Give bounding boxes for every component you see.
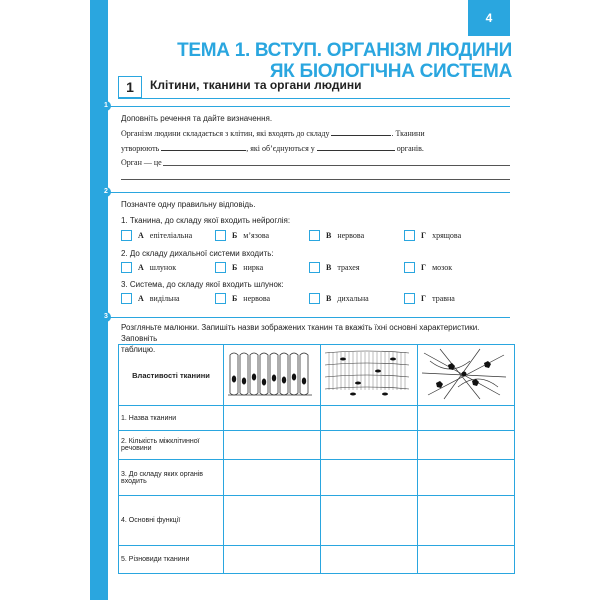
task1-number: 1 xyxy=(101,101,111,111)
task1-sentence2-mid: , які об’єднуються у xyxy=(246,144,315,153)
option-letter: В xyxy=(326,263,332,272)
answer-cell[interactable] xyxy=(321,546,418,574)
checkbox[interactable] xyxy=(215,230,226,241)
checkbox[interactable] xyxy=(121,293,132,304)
task1-blank5[interactable] xyxy=(121,179,510,180)
answer-cell[interactable] xyxy=(418,496,515,546)
option-text: нервова xyxy=(337,231,365,240)
option-letter: Б xyxy=(232,294,238,303)
task2-number: 2 xyxy=(101,187,111,197)
option-text: мозок xyxy=(432,263,453,272)
task1-sentence1 xyxy=(121,127,425,139)
checkbox[interactable] xyxy=(309,262,320,273)
task2-question3: 3. Система, до складу якої входить шлунок: xyxy=(121,280,284,289)
option-letter: А xyxy=(138,263,144,272)
option-text: трахея xyxy=(337,263,360,272)
option-letter: А xyxy=(138,294,144,303)
task3-instruction-line2: таблицю. xyxy=(121,345,156,354)
table-row xyxy=(119,546,515,574)
option-text: нирка xyxy=(243,263,264,272)
section-title: Клітини, тканини та органи людини xyxy=(150,78,362,92)
answer-cell[interactable] xyxy=(321,431,418,460)
task3-divider xyxy=(108,317,510,318)
task3-instruction-line1: Розгляньте малюнки. Запишіть назви зображених тканин та вкажіть їхні основні характеристики. Заповніть xyxy=(121,323,480,343)
task1-sentence3-start: Орган — це xyxy=(121,158,162,167)
q3-option-c[interactable] xyxy=(309,293,369,304)
option-text: м’язова xyxy=(243,231,270,240)
task1-sentence1-end: . Тканини xyxy=(391,129,425,138)
task1-blank1[interactable] xyxy=(331,127,391,136)
q1-option-c[interactable] xyxy=(309,230,364,241)
topic-title-line2: ЯК БІОЛОГІЧНА СИСТЕМА xyxy=(269,61,512,82)
task2-instruction: Позначте одну правильну відповідь. xyxy=(121,200,256,209)
task3-number: 3 xyxy=(101,312,111,322)
section-header xyxy=(118,76,510,99)
option-letter: Г xyxy=(421,231,427,240)
row-label: 2. Кількість міжклітинної речовини xyxy=(119,431,224,460)
table-row xyxy=(119,496,515,546)
q2-option-d[interactable] xyxy=(404,262,452,273)
option-text: видільна xyxy=(149,294,180,303)
checkbox[interactable] xyxy=(404,230,415,241)
tissue-table xyxy=(118,344,515,574)
connective-tissue-image xyxy=(420,347,508,401)
option-letter: Б xyxy=(232,231,238,240)
page-number: 4 xyxy=(468,0,510,36)
row-label: 3. До складу яких органів входить xyxy=(119,460,224,496)
answer-cell[interactable] xyxy=(418,406,515,431)
task1-sentence2-start: утворюють xyxy=(121,144,160,153)
tissue-image-epithelial xyxy=(224,345,321,406)
row-label: 1. Назва тканини xyxy=(119,406,224,431)
q2-option-b[interactable] xyxy=(215,262,263,273)
checkbox[interactable] xyxy=(215,262,226,273)
checkbox[interactable] xyxy=(121,230,132,241)
answer-cell[interactable] xyxy=(224,431,321,460)
option-letter: Г xyxy=(421,263,427,272)
option-text: нервова xyxy=(243,294,271,303)
answer-cell[interactable] xyxy=(321,406,418,431)
q2-option-a[interactable] xyxy=(121,262,176,273)
q1-option-b[interactable] xyxy=(215,230,269,241)
checkbox[interactable] xyxy=(309,230,320,241)
task1-sentence2 xyxy=(121,142,424,154)
task1-instruction: Доповніть речення та дайте визначення. xyxy=(121,114,273,123)
checkbox[interactable] xyxy=(404,262,415,273)
task1-blank2[interactable] xyxy=(161,142,246,151)
option-letter: В xyxy=(326,231,332,240)
task1-sentence3 xyxy=(121,157,162,168)
table-header-cell: Властивості тканини xyxy=(119,345,224,406)
task1-sentence1-text: Організм людини складається з клітин, які входять до складу xyxy=(121,129,330,138)
answer-cell[interactable] xyxy=(224,496,321,546)
q3-option-b[interactable] xyxy=(215,293,270,304)
answer-cell[interactable] xyxy=(224,546,321,574)
muscle-tissue-image xyxy=(323,347,411,401)
tissue-image-connective xyxy=(418,345,515,406)
q3-option-d[interactable] xyxy=(404,293,455,304)
answer-cell[interactable] xyxy=(418,431,515,460)
table-row xyxy=(119,460,515,496)
table-row xyxy=(119,431,515,460)
q2-option-c[interactable] xyxy=(309,262,360,273)
option-letter: В xyxy=(326,294,332,303)
task2-question1: 1. Тканина, до складу якої входить нейроглія: xyxy=(121,216,291,225)
answer-cell[interactable] xyxy=(224,460,321,496)
option-text: епітеліальна xyxy=(149,231,193,240)
checkbox[interactable] xyxy=(309,293,320,304)
checkbox[interactable] xyxy=(215,293,226,304)
option-text: дихальна xyxy=(337,294,369,303)
task1-blank4[interactable] xyxy=(163,165,510,166)
topic-title-line1: ТЕМА 1. ВСТУП. ОРГАНІЗМ ЛЮДИНИ xyxy=(177,40,512,61)
task1-divider xyxy=(108,106,510,107)
option-text: хрящова xyxy=(432,231,462,240)
option-text: травна xyxy=(432,294,455,303)
option-letter: А xyxy=(138,231,144,240)
checkbox[interactable] xyxy=(121,262,132,273)
answer-cell[interactable] xyxy=(418,460,515,496)
task2-divider xyxy=(108,192,510,193)
row-label: 4. Основні функції xyxy=(119,496,224,546)
task2-question2: 2. До складу дихальної системи входить: xyxy=(121,249,274,258)
epithelial-tissue-image xyxy=(226,347,314,401)
option-text: шлунок xyxy=(149,263,177,272)
q1-option-d[interactable] xyxy=(404,230,461,241)
answer-cell[interactable] xyxy=(321,460,418,496)
left-color-bar xyxy=(90,0,108,600)
tissue-image-muscle xyxy=(321,345,418,406)
task1-sentence2-end: органів. xyxy=(396,144,424,153)
q3-option-a[interactable] xyxy=(121,293,180,304)
answer-cell[interactable] xyxy=(224,406,321,431)
option-letter: Б xyxy=(232,263,238,272)
q1-option-a[interactable] xyxy=(121,230,192,241)
table-row xyxy=(119,406,515,431)
checkbox[interactable] xyxy=(404,293,415,304)
section-number: 1 xyxy=(118,76,142,98)
table-header-row xyxy=(119,345,515,406)
task1-blank3[interactable] xyxy=(317,142,395,151)
row-label: 5. Різновиди тканини xyxy=(119,546,224,574)
answer-cell[interactable] xyxy=(321,496,418,546)
option-letter: Г xyxy=(421,294,427,303)
answer-cell[interactable] xyxy=(418,546,515,574)
